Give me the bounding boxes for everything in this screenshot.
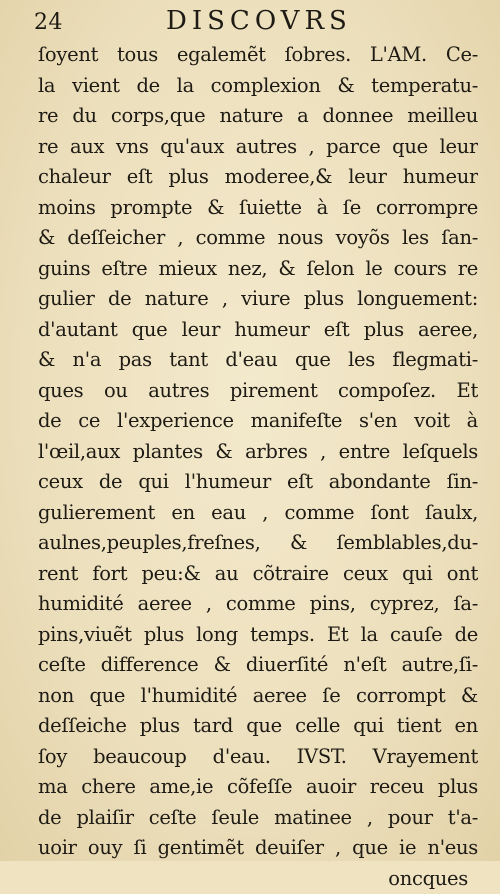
text-line: de plaiſir ceſte ſeule matinee , pour t'a- [38,803,478,834]
body-text [38,40,478,894]
text-line: pins,viuẽt plus long temps. Et la cauſe de [38,620,478,651]
running-head: DISCOVRS [166,6,352,36]
text-line: humidité aeree , comme pins, cyprez, ſa- [38,589,478,620]
text-line: ceux de qui l'humeur eſt abondante ſin- [38,467,478,498]
page-header [0,2,500,38]
text-line: chaleur eſt plus moderee,& leur humeur [38,162,478,193]
catchword: oncques [38,864,478,894]
text-line: gulier de nature , viure plus longuement: [38,284,478,315]
text-line: ſoyent tous egalemẽt ſobres. L'AM. Ce- [38,40,478,71]
text-line: ſoy beaucoup d'eau. IVST. Vrayement [38,742,478,773]
text-line: ceſte difference & diuerſité n'eſt autre,ſi- [38,650,478,681]
page-number: 24 [34,10,63,35]
text-line: & deſſeicher , comme nous voyõs les ſan- [38,223,478,254]
text-line: ques ou autres pirement compoſez. Et [38,376,478,407]
text-line: l'œil,aux plantes & arbres , entre leſquels [38,437,478,468]
text-line: de ce l'experience manifeſte s'en voit à [38,406,478,437]
text-line: & n'a pas tant d'eau que les flegmati- [38,345,478,376]
text-line: re du corps,que nature a donnee meilleu [38,101,478,132]
text-line: re aux vns qu'aux autres , parce que leur [38,132,478,163]
text-line: uoir ouy ſi gentimẽt deuiſer , que ie n'eus [38,833,478,864]
text-line: moins prompte & ſuiette à ſe corrompre [38,193,478,224]
text-line: la vient de la complexion & temperatu- [38,71,478,102]
text-line: aulnes,peuples,freſnes, & ſemblables,du- [38,528,478,559]
text-line: ma chere ame,ie cõfeſſe auoir receu plus [38,772,478,803]
text-line: gulierement en eau , comme ſont ſaulx, [38,498,478,529]
text-line: non que l'humidité aeree ſe corrompt & [38,681,478,712]
text-line: rent fort peu:& au cõtraire ceux qui ont [38,559,478,590]
text-line: guins eſtre mieux nez, & ſelon le cours re [38,254,478,285]
text-line: d'autant que leur humeur eſt plus aeree, [38,315,478,346]
text-line: deſſeiche plus tard que celle qui tient en [38,711,478,742]
